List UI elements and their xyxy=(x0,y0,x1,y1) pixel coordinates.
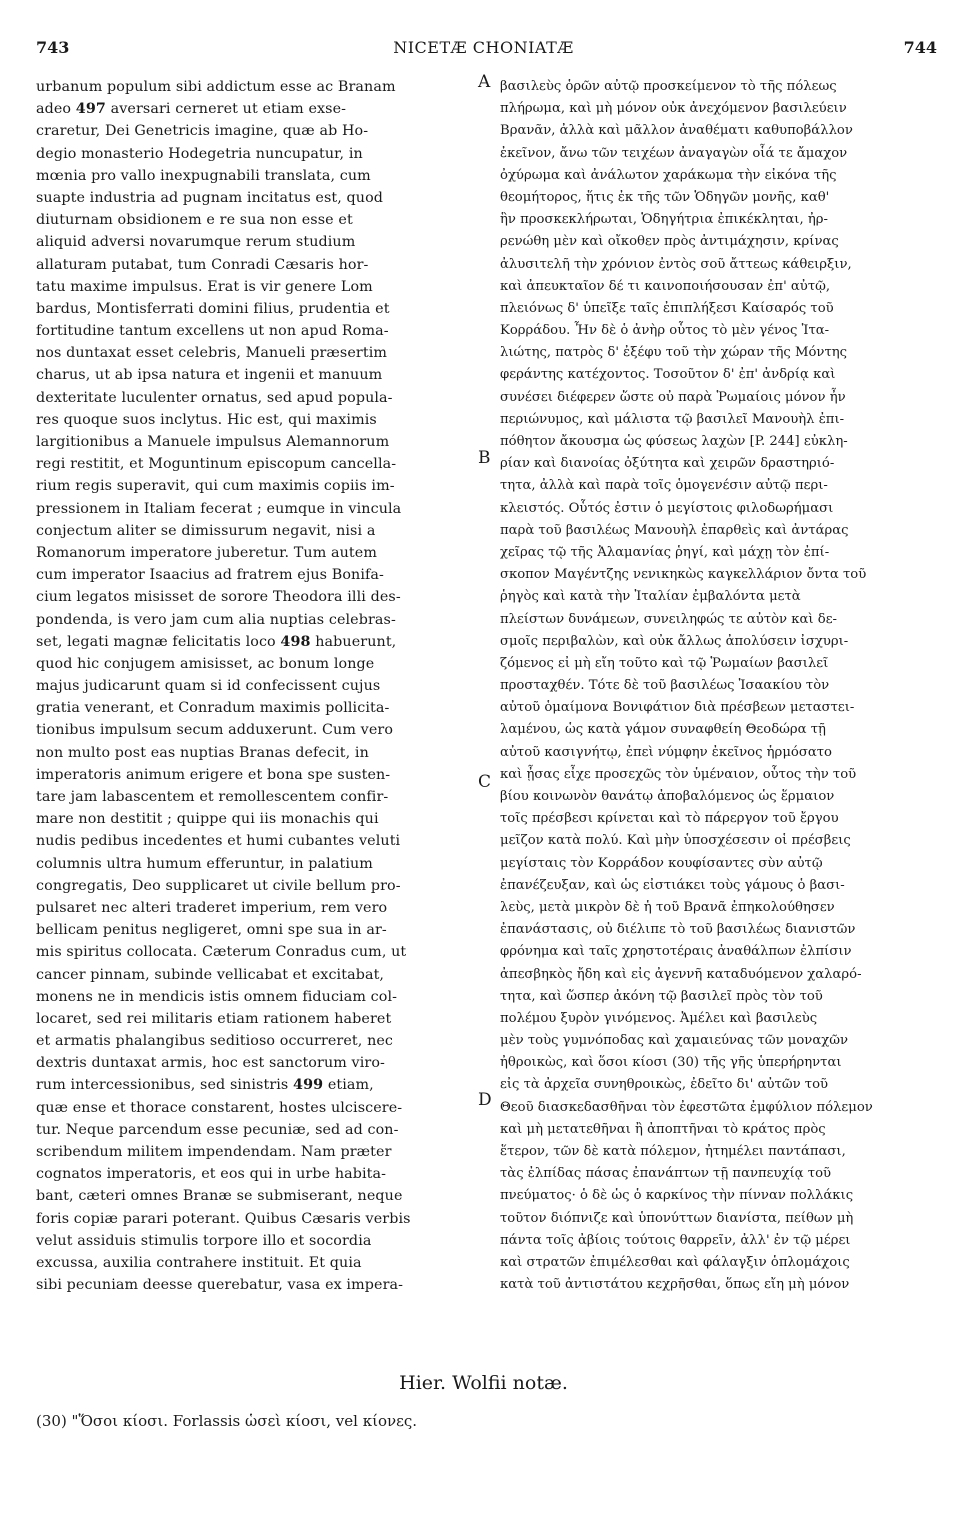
greek-text-line: ἕτερον, τῶν δὲ κατὰ πόλεμον, ἠτημέλει παντάπασι, xyxy=(500,1144,846,1159)
latin-text-line: bant, cæteri omnes Branæ se submiserant, neque xyxy=(36,1188,403,1205)
greek-text-line: μεγίσταις τὸν Κορράδον κουφίσαντες σὺν αὐτῷ xyxy=(500,855,823,871)
greek-text-line: κλειστός. Οὗτός ἐστιν ὁ μεγίστοις φιλοδωρήμασι xyxy=(500,500,834,516)
latin-text-line: mœnia pro vallo inexpugnabili translata, cum xyxy=(36,167,371,184)
greek-text-line: χεῖρας τῷ τῆς Ἀλαμανίας ῥηγί, καὶ μάχῃ τὸν ἐπί- xyxy=(500,544,830,560)
latin-text-line: fortitudine tantum excellens ut non apud Roma- xyxy=(36,323,389,340)
latin-text-line: congregatis, Deo supplicaret ut civile bellum pro- xyxy=(36,877,401,894)
greek-text-line: τητα, ἀλλὰ καὶ παρὰ τοῖς ὁμογενέσιν αὐτῷ περι- xyxy=(500,478,828,494)
latin-text-line: cognatos imperatoris, et eos qui in urbe habita- xyxy=(36,1166,387,1183)
greek-text-line: τὰς ἐλπίδας πάσας ἐπανάπτων τῇ πανπευχίᾳ τοῦ xyxy=(500,1166,832,1182)
greek-text-line: περιώνυμος, καὶ μάλιστα τῷ βασιλεῖ Μανουὴλ ἐπι- xyxy=(500,411,845,427)
greek-text-line: ζόμενος εἰ μὴ εἴη τοῦτο καὶ τῷ Ῥωμαίων βασιλεῖ xyxy=(500,655,829,671)
latin-text-line: et armatis phalangibus seditioso occurreret, nec xyxy=(36,1033,394,1050)
latin-text-line: nudis pedibus incedentes et humi cubantes veluti xyxy=(36,833,401,850)
latin-text-line: imperatoris animum erigere et bona spe susten- xyxy=(36,766,391,783)
latin-text-line: cancer pinnam, subinde vellicabat et excitabat, xyxy=(36,966,385,983)
latin-text-line: sibi pecuniam deesse querebatur, vasa ex impera- xyxy=(36,1277,404,1294)
greek-text-line: λαμένου, ὡς κατὰ γάμον συναφθείη Θεοδώρα τῇ xyxy=(500,722,826,738)
greek-text-line: καὶ στρατῶν ἐπιμέλεσθαι καὶ φάλαγξιν ὁπλομάχοις xyxy=(500,1254,850,1270)
latin-text-line: largitionibus a Manuele impulsus Alemannorum xyxy=(36,434,390,450)
latin-text-line: tare jam labascentem et remollescentem confir- xyxy=(36,789,389,805)
latin-text-line: quod hic conjugem amisisset, ac bonum longe xyxy=(36,655,375,672)
latin-text-line: diuturnam obsidionem e re sua non esse et xyxy=(36,212,353,229)
latin-text-line: cium legatos misisset de sorore Theodora illi des- xyxy=(36,589,401,606)
greek-text-line: ρενώθη μὲν καὶ οἴκοθεν πρὸς ἀντιμάχησιν, κρίνας xyxy=(500,234,839,250)
greek-text-line: ὀχύρωμα καὶ ἀνάλωτον χαράκωμα τὴν εἰκόνα τῆς xyxy=(500,167,837,183)
latin-text-line: mis spiritus collocata. Cæterum Conradus cum, ut xyxy=(36,944,407,961)
latin-text-line: mare non destitit ; quippe qui iis monachis qui xyxy=(36,811,379,828)
greek-text-line: θεομήτορος, ἥτις ἐκ τῆς τῶν Ὁδηγῶν μονῆς, καθ' xyxy=(500,189,830,205)
greek-text-line: ἐπανέζευξαν, καὶ ὡς εἰστιάκει τοὺς γάμους ὁ βασι- xyxy=(500,877,845,893)
margin-marker-b: B xyxy=(478,448,491,468)
greek-text-line: ἠθροικὼς, καὶ ὅσοι κίοσι (30) τῆς γῆς ὑπερήρηνται xyxy=(500,1055,842,1071)
greek-text-line: πολέμου ξυρὸν γινόμενος. Ἀμέλει καὶ βασιλεὺς xyxy=(500,1010,818,1026)
running-head: NICETÆ CHONIATÆ xyxy=(393,38,574,57)
latin-text-line: dexteritate luculenter ornatus, sed apud popula- xyxy=(36,389,393,406)
latin-text-line: columnis ultra humum efferuntur, in palatium xyxy=(36,855,373,872)
latin-text-line: rium regis superavit, qui cum maximis copiis im- xyxy=(36,478,395,495)
greek-text-line: μεῖζον κατὰ πολύ. Καὶ μὴν ὑποσχέσεσιν οἱ πρέσβεις xyxy=(500,833,851,849)
greek-text-line: πάντα τοῖς ἀβίοις τούτοις θαρρεῖν, ἀλλ' ἐν τῷ μέρει xyxy=(500,1232,851,1248)
greek-text-line: σμοῖς περιβαλὼν, καὶ οὐκ ἄλλως ἀπολύσειν ἰσχυρι- xyxy=(500,633,849,649)
latin-text-line: monens ne in mendicis istis omnem fiduciam col- xyxy=(36,988,398,1005)
greek-text-line: καὶ ἀπευκταῖον δέ τι καινοποιήσουσαν ἐπ' αὐτῷ, xyxy=(500,278,831,294)
latin-text-line: aliquid adversi novarumque rerum studium xyxy=(36,234,356,251)
marginal-number: 497 xyxy=(75,101,106,118)
latin-text-line: craretur, Dei Genetricis imagine, quæ ab Ho- xyxy=(36,123,369,140)
latin-text-line: regi restitit, et Moguntinum episcopum cancella- xyxy=(36,456,397,473)
greek-text-line: τητα, καὶ ὥσπερ ἀκόνη τῷ βασιλεῖ πρὸς τὸν τοῦ xyxy=(500,988,823,1004)
marginal-number: 499 xyxy=(293,1077,324,1094)
greek-text-line: λεὺς, μετὰ μικρὸν δὲ ἡ τοῦ Βρανᾶ ἐπηκολούθησεν xyxy=(500,899,835,915)
latin-text-line: dextris duntaxat armis, hoc est sanctorum viro- xyxy=(36,1055,385,1072)
greek-text-line: αὐτοῦ κασιγνήτῳ, ἐπεὶ νύμφην ἐκεῖνος ἡρμόσατο xyxy=(500,744,832,760)
latin-text-line: conjectum aliter se dimissurum negavit, nisi a xyxy=(36,522,376,539)
latin-text-line: gratia venerant, et Conradum maximis pollicita- xyxy=(36,700,390,717)
greek-column xyxy=(500,76,936,1296)
greek-text-line: πλειόνως δ' ὑπεῖξε ταῖς ἐπιπλήξεσι Καίσαρός τοῦ xyxy=(500,300,834,316)
latin-text-line: Romanorum imperatore juberetur. Tum autem xyxy=(36,544,377,561)
greek-text-line: βίου κοινωνὸν θανάτῳ ἀποβαλόμενος ὡς ἕρμαιον xyxy=(500,789,835,804)
marginal-number: 498 xyxy=(280,633,311,650)
greek-text-line: βασιλεὺς ὁρῶν αὐτῷ προσκείμενον τὸ τῆς πόλεως xyxy=(500,79,837,94)
latin-text-line: suapte industria ad pugnam incitatus est, quod xyxy=(36,189,384,206)
latin-text-line: pulsaret nec alteri traderet imperium, rem vero xyxy=(36,899,388,916)
greek-text-line: αὐτοῦ ὁμαίμονα Βονιφάτιον διὰ πρέσβεων μεταστει- xyxy=(500,700,855,716)
margin-marker-a: A xyxy=(478,72,491,92)
greek-text-line: σκοπον Μαγέντζης νενικηκὼς καγκελλάριον ὄντα τοῦ xyxy=(500,567,867,583)
greek-text-line: πλείστων δυνάμεων, συνειληφώς τε αὐτὸν καὶ δε- xyxy=(500,611,838,627)
greek-text-line: τοῖς πρέσβεσι κρίνεται καὶ τὸ πάρεργον τοῦ ἔργου xyxy=(500,811,839,827)
page-number-right: 744 xyxy=(903,38,937,57)
greek-text-line: ἣν προσκεκλήρωται, Ὁδηγήτρια ἐπικέκληται, ἠρ- xyxy=(500,212,828,228)
greek-text-line: παρὰ τοῦ βασιλέως Μανουὴλ ἐπαρθεὶς καὶ ἀντάρας xyxy=(500,522,849,538)
latin-text-line: majus judicarunt quam si id confecissent cujus xyxy=(36,678,381,695)
latin-text-line: scribendum militem impendendam. Nam præter xyxy=(36,1144,392,1160)
latin-text-line: cum imperator Isaacius ad fratrem ejus Bonifa- xyxy=(36,567,384,584)
greek-text-line: Βρανᾶν, ἀλλὰ καὶ μᾶλλον ἀναθέματι καθυποβάλλον xyxy=(500,123,853,139)
latin-text-line: excussa, auxilia contrahere instituit. Et quia xyxy=(36,1254,362,1271)
greek-text-line: πόθητον ἄκουσμα ὡς φύσεως λαχὼν [P. 244] εὐκλη- xyxy=(500,434,848,449)
page-number-left: 743 xyxy=(36,38,70,57)
greek-text-line: συνέσει διέφερεν ὥστε οὐ παρὰ Ῥωμαίοις μόνον ἦν xyxy=(500,389,846,405)
latin-text-line: bardus, Montisferrati domini filius, prudentia et xyxy=(36,300,390,317)
greek-text-line: καὶ ᾖσας εἶχε προσεχῶς τὸν ὑμέναιον, οὗτος τὴν τοῦ xyxy=(500,766,857,782)
latin-text-line: set, legati magnæ felicitatis loco 498 habuerunt, xyxy=(36,633,397,650)
greek-text-line: ἀπεσβηκὸς ἤδη καὶ εἰς ἀγεννῆ καταδυόμενον χαλαρό- xyxy=(500,966,862,982)
latin-text-line: charus, ut ab ipsa natura et ingenii et manuum xyxy=(36,367,383,384)
latin-column xyxy=(36,76,476,1296)
greek-text-line: πλήρωμα, καὶ μὴ μόνον οὐκ ἀνεχόμενον βασιλεύειν xyxy=(500,101,847,117)
latin-text-line: tatu maxime impulsus. Erat is vir genere Lom xyxy=(36,278,373,295)
latin-text-line: pressionem in Italiam fecerat ; eumque in vincula xyxy=(36,500,402,517)
greek-text-line: Κορράδου. Ἦν δὲ ὁ ἀνὴρ οὗτος τὸ μὲν γένος Ἰτα- xyxy=(500,323,830,339)
latin-text-line: bellicam penitus negligeret, omni spe sua in ar- xyxy=(36,922,387,939)
latin-text-line: rum intercessionibus, sed sinistris 499 etiam, xyxy=(36,1077,374,1094)
latin-text-line: locaret, sed rei militaris etiam rationem haberet xyxy=(36,1010,392,1027)
latin-text-line: non multo post eas nuptias Branas defecit, in xyxy=(36,744,369,761)
latin-text-line: adeo 497 aversari cerneret ut etiam exse- xyxy=(36,101,347,118)
greek-text-line: καὶ μὴ μετατεθῆναι ἢ ἀποπτῆναι τὸ κράτος πρὸς xyxy=(500,1121,826,1137)
greek-text-line: ἀλυσιτελῆ τὴν χρόνιον ἐντὸς σοῦ ἄττεως κάθειρξιν, xyxy=(500,256,852,272)
latin-text-line: foris copiæ parari poterant. Quibus Cæsaris verbis xyxy=(36,1210,411,1227)
latin-text-line: tionibus impulsum secum adduxerunt. Cum vero xyxy=(36,722,394,739)
greek-text-line: φρόνημα καὶ ταῖς χρηστοτέραις ἀναθάλπων ἐλπίσιν xyxy=(500,944,852,960)
greek-text-line: πνεύματος· ὁ δὲ ὡς ὁ καρκίνος τὴν πίνναν πολλάκις xyxy=(500,1188,854,1204)
latin-text-line: pondenda, is vero jam cum alia nuptias celebras- xyxy=(36,611,396,628)
margin-marker-d: D xyxy=(478,1090,492,1110)
notes-title: Hier. Wolfii notæ. xyxy=(399,1372,568,1394)
greek-text-line: προσταχθέν. Τότε δὲ τοῦ βασιλέως Ἰσαακίου τὸν xyxy=(500,678,830,694)
greek-text-line: τοῦτον διόπνιζε καὶ ὑπονύττων διανίστα, πείθων μὴ xyxy=(500,1210,854,1226)
latin-text-line: urbanum populum sibi addictum esse ac Branam xyxy=(36,79,396,95)
latin-text-line: tur. Neque parcendum esse pecuniæ, sed ad con- xyxy=(36,1121,399,1138)
greek-text-line: λιώτης, πατρὸς δ' ἐξέφυ τοῦ τὴν χώραν τῆς Μόντης xyxy=(500,345,848,361)
greek-text-line: φεράντης κατέχοντος. Τοσοῦτον δ' ἐπ' ἀνδρίᾳ καὶ xyxy=(500,367,836,383)
latin-text-line: allaturam putabat, tum Conradi Cæsaris hor- xyxy=(36,256,369,273)
greek-text-line: ῥηγὸς καὶ κατὰ τὴν Ἰταλίαν ἐμβαλόντα μετὰ xyxy=(500,589,801,605)
greek-text-line: ρίαν καὶ διανοίας ὀξύτητα καὶ χειρῶν δραστηριό- xyxy=(500,456,835,472)
latin-text-line: nos duntaxat esset celebris, Manueli præsertim xyxy=(36,345,388,362)
greek-text-line: ἐκεῖνον, ἄνω τῶν τειχέων ἀναγαγὼν οἷά τε ἄμαχον xyxy=(500,145,848,161)
latin-text-line: res quoque suos inclytus. Hic est, qui maximis xyxy=(36,411,377,428)
latin-text-line: velut assiduis stimulis torpore illo et socordia xyxy=(36,1232,372,1249)
latin-text-line: degio monasterio Hodegetria nuncupatur, in xyxy=(36,145,363,162)
greek-text-line: ἐπανάστασις, οὐ διέλιπε τὸ τοῦ βασιλέως διανιστῶν xyxy=(500,922,856,938)
footnote: (30) "Ὅσοι κίοσι. Forlassis ὡσεὶ κίοσι, vel κίονες. xyxy=(36,1412,418,1430)
greek-text-line: κατὰ τοῦ ἀντιστάτου κεχρῆσθαι, ὅπως εἴη μὴ μόνον xyxy=(500,1277,850,1293)
greek-text-line: Θεοῦ διασκεδασθῆναι τὸν ἐφεστῶτα ἐμφύλιον πόλεμον xyxy=(500,1099,873,1115)
margin-marker-c: C xyxy=(478,772,492,792)
latin-text-line: quæ ense et thorace constarent, hostes ulciscere- xyxy=(36,1099,403,1116)
greek-text-line: εἰς τὰ ἀρχεῖα συνηθροικὼς, ἐδεῖτο δι' αὐτῶν τοῦ xyxy=(500,1077,829,1093)
greek-text-line: μὲν τοὺς γυμνόποδας καὶ χαμαιεύνας τῶν μοναχῶν xyxy=(500,1033,848,1049)
